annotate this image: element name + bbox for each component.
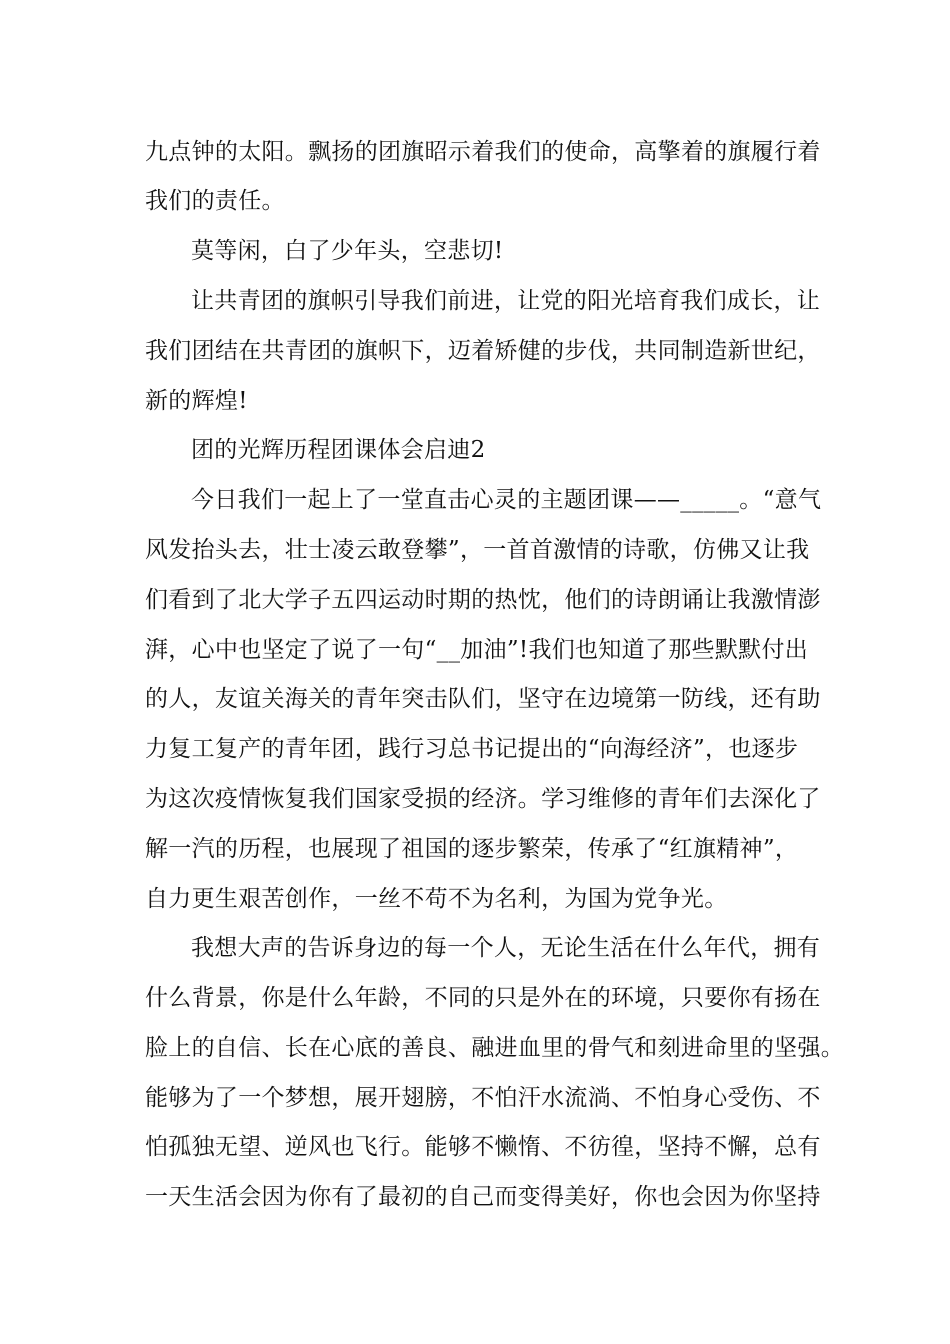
text-line: 湃，心中也坚定了说了一句“__加油”!我们也知道了那些默默付出 [145, 637, 809, 663]
text-line: 能够为了一个梦想，展开翅膀，不怕汗水流淌、不怕身心受伤、不 [145, 1085, 821, 1111]
text-line: 什么背景，你是什么年龄，不同的只是外在的环境，只要你有扬在 [145, 985, 821, 1011]
text-line: 让共青团的旗帜引导我们前进，让党的阳光培育我们成长，让 [191, 288, 821, 314]
text-line: 我想大声的告诉身边的每一个人，无论生活在什么年代，拥有 [191, 935, 821, 961]
text-line: 们看到了北大学子五四运动时期的热忱，他们的诗朗诵让我激情澎 [145, 587, 821, 613]
text-line: 风发抬头去，壮士凌云敢登攀”，一首首激情的诗歌，仿佛又让我 [145, 537, 810, 563]
text-line: 莫等闲，白了少年头，空悲切! [191, 238, 504, 264]
text-line: 新的辉煌! [145, 388, 248, 414]
text-line: 一天生活会因为你有了最初的自己而变得美好，你也会因为你坚持 [145, 1184, 821, 1210]
text-line: 为这次疫情恢复我们国家受损的经济。学习维修的青年们去深化了 [145, 786, 821, 812]
text-line: 怕孤独无望、逆风也飞行。能够不懒惰、不彷徨，坚持不懈，总有 [145, 1134, 821, 1160]
text-line: 解一汽的历程，也展现了祖国的逐步繁荣，传承了“红旗精神”， [145, 836, 799, 862]
text-line: 的人，友谊关海关的青年突击队们，坚守在边境第一防线，还有助 [145, 686, 821, 712]
text-line: 今日我们一起上了一堂直击心灵的主题团课——_____。“意气 [191, 487, 822, 513]
section-heading: 团的光辉历程团课体会启迪2 [191, 437, 486, 463]
text-line: 自力更生艰苦创作，一丝不苟不为名利，为国为党争光。 [145, 886, 728, 912]
text-line: 我们团结在共青团的旗帜下，迈着矫健的步伐，共同制造新世纪， [145, 338, 821, 364]
text-line: 我们的责任。 [145, 188, 285, 214]
text-line: 力复工复产的青年团，践行习总书记提出的“向海经济”，也逐步 [145, 736, 799, 762]
text-line: 脸上的自信、长在心底的善良、融进血里的骨气和刻进命里的坚强。 [145, 1035, 844, 1061]
text-line: 九点钟的太阳。飘扬的团旗昭示着我们的使命，高擎着的旗履行着 [145, 139, 821, 165]
